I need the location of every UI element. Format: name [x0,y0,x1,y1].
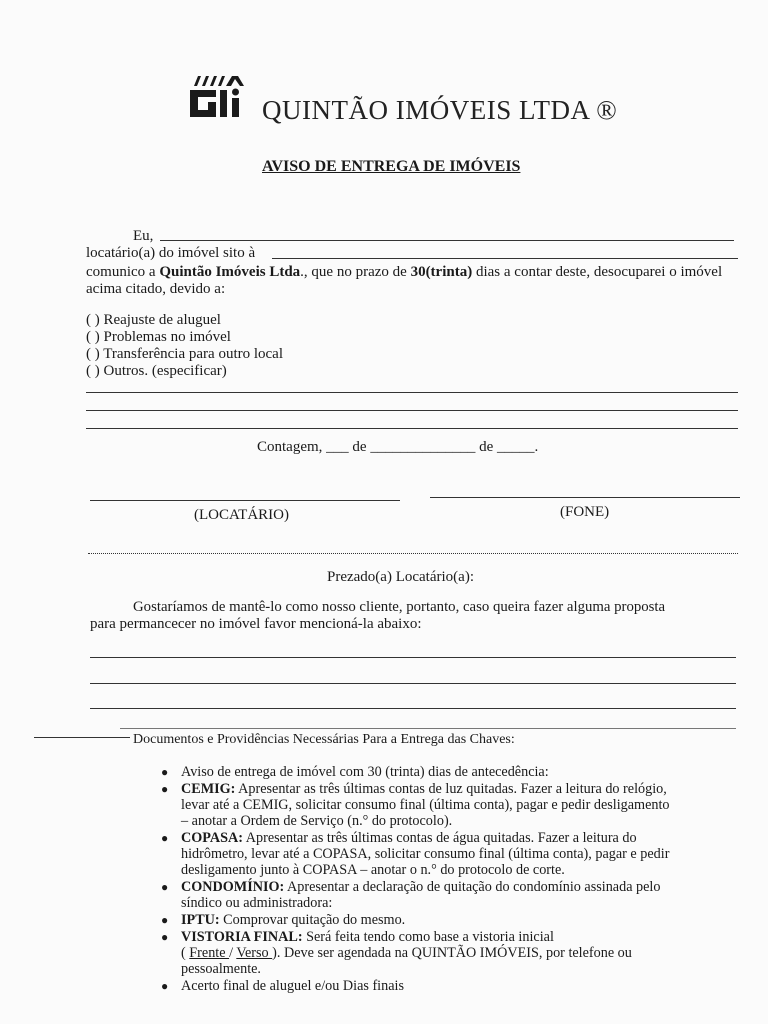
document-title: AVISO DE ENTREGA DE IMÓVEIS [262,158,521,175]
bullet-icon: ● [161,782,169,796]
bullet-icon: ● [161,765,169,779]
docs-item-aviso: ● Aviso de entrega de imóvel com 30 (trinta) dias de antecedência: [161,764,549,780]
bullet-icon: ● [161,979,169,993]
specify-line-3[interactable] [86,428,738,429]
sig-fone-label: (FONE) [560,504,610,520]
docs-item-acerto: ● Acerto final de aluguel e/ou Dias finais [161,978,404,994]
section-divider [34,737,130,738]
signature-fone-line[interactable] [430,497,740,498]
locatario-label: locatário(a) do imóvel sito à [86,245,256,261]
docs-item-vistoria: ● VISTORIA FINAL: Será feita tendo como base a vistoria inicial ( Frente / Verso ). Deve ser agendada na QUINTÃO IMÓVEIS, por telefone ou pessoalmente. [161,929,632,977]
signature-locatario-line[interactable] [90,500,400,501]
proposal-line-3[interactable] [90,708,736,709]
specify-line-2[interactable] [86,410,738,411]
prezado-line-2: para permancecer no imóvel favor mencioná-la abaixo: [90,616,422,632]
acima-text: acima citado, devido a: [86,281,226,297]
option-problemas[interactable]: ( ) Problemas no imóvel [86,329,231,345]
option-reajuste[interactable]: ( ) Reajuste de aluguel [86,312,221,328]
specify-line-1[interactable] [86,392,738,393]
docs-item-iptu: ● IPTU: Comprovar quitação do mesmo. [161,912,406,928]
company-logo [186,74,256,124]
eu-label: Eu, [133,228,154,244]
docs-item-cemig: ● CEMIG: Apresentar as três últimas contas de luz quitadas. Fazer a leitura do relógio, levar até a CEMIG, solicitar consumo final (última conta), pagar e pedir desligamento – anotar a Ordem de Serviço (n.° do protocolo). [161,781,670,829]
docs-item-condominio: ● CONDOMÍNIO: Apresentar a declaração de quitação do condomínio assinada pelo síndico ou administradora: [161,879,661,911]
date-city-line[interactable]: Contagem, ___ de ______________ de _____. [257,439,539,455]
name-field-line[interactable] [160,240,734,241]
bullet-icon: ● [161,930,169,944]
proposal-line-2[interactable] [90,683,736,684]
proposal-line-4[interactable] [120,728,736,729]
prezado-greeting: Prezado(a) Locatário(a): [327,569,474,585]
comunico-text: comunico a Quintão Imóveis Ltda., que no prazo de 30(trinta) dias a contar deste, desocuparei o imóvel [86,264,723,280]
address-field-line[interactable] [272,258,738,259]
bullet-icon: ● [161,913,169,927]
proposal-line-1[interactable] [90,657,736,658]
option-outros[interactable]: ( ) Outros. (especificar) [86,363,227,379]
sig-locatario-label: (LOCATÁRIO) [194,507,289,523]
option-transferencia[interactable]: ( ) Transferência para outro local [86,346,284,362]
docs-heading: Documentos e Providências Necessárias Para a Entrega das Chaves: [133,732,515,747]
docs-list [157,764,677,994]
company-name: QUINTÃO IMÓVEIS LTDA ® [262,95,618,125]
cut-line [88,553,738,554]
prezado-line-1: Gostaríamos de mantê-lo como nosso cliente, portanto, caso queira fazer alguma proposta [133,599,666,615]
docs-item-copasa: ● COPASA: Apresentar as três últimas contas de água quitadas. Fazer a leitura do hidrômetro, levar até a COPASA, solicitar consumo final (última conta), pagar e pedir desligamento junto à COPASA – anotar o n.° do protocolo de corte. [161,830,670,878]
bullet-icon: ● [161,880,169,894]
bullet-icon: ● [161,831,169,845]
